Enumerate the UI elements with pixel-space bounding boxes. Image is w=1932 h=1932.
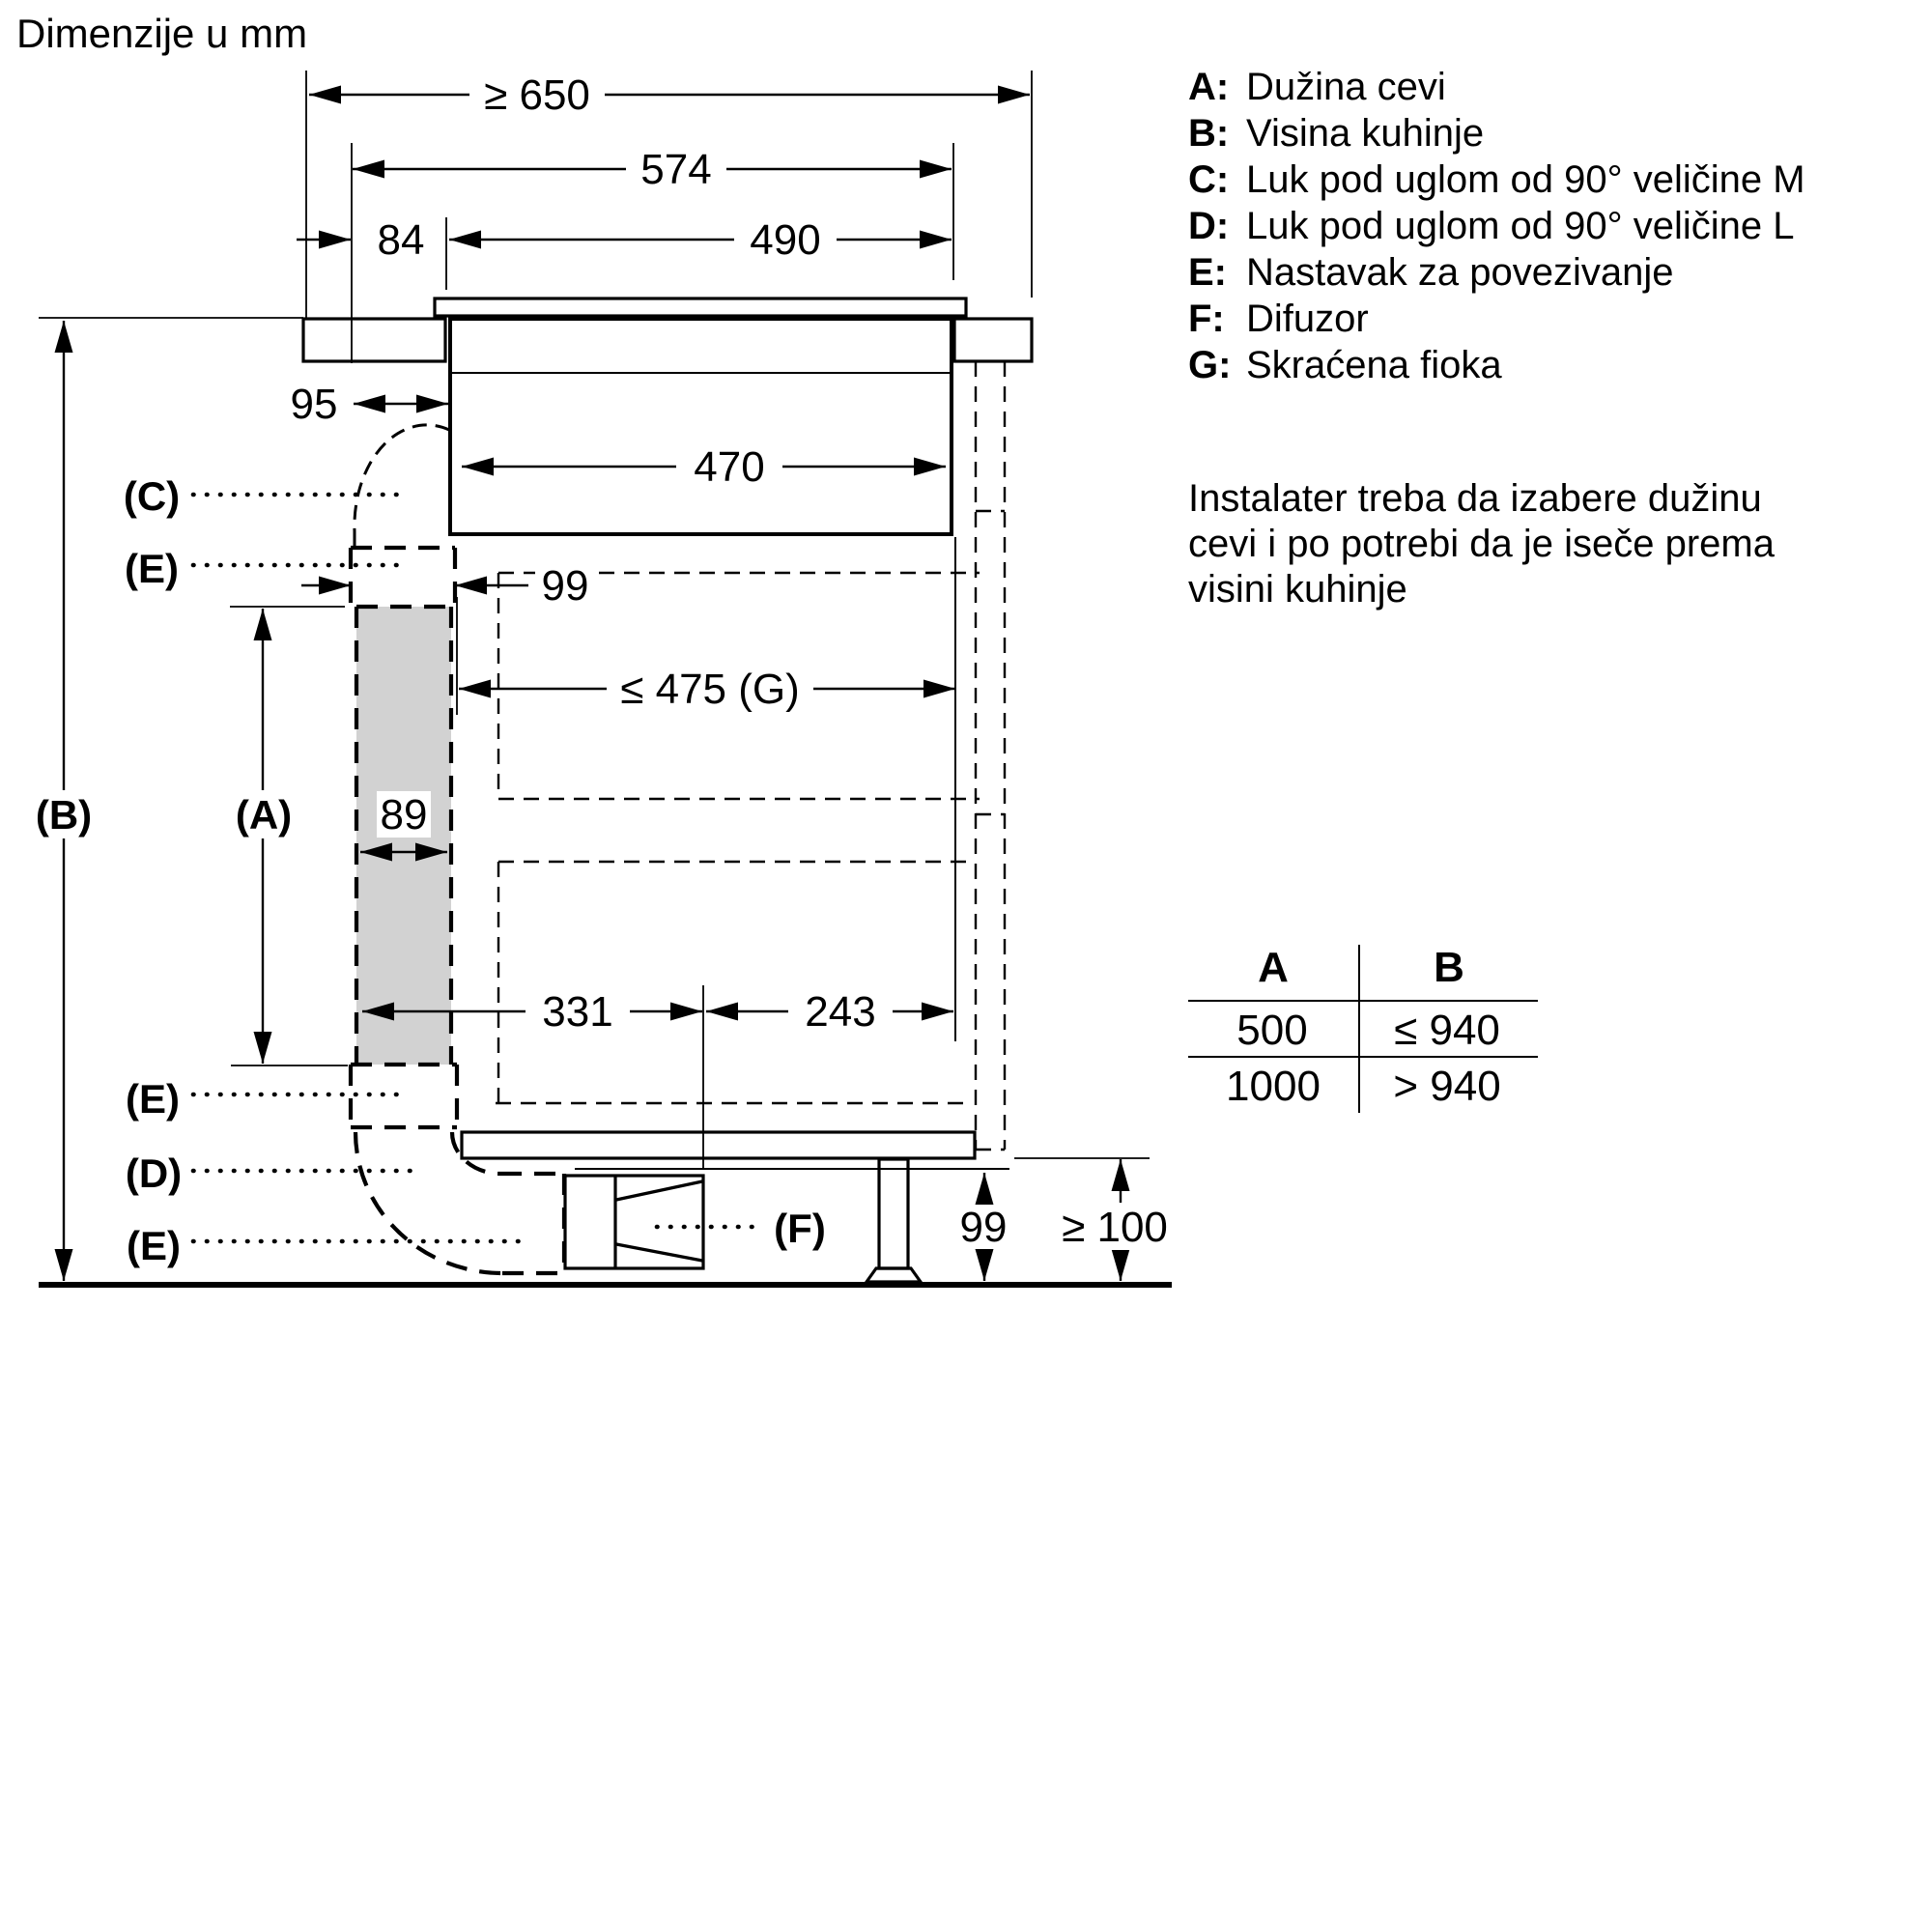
ab-table <box>1188 944 1538 1113</box>
dim-bottom-left-label: 331 <box>542 988 613 1036</box>
diffuser <box>565 1176 703 1268</box>
cabinet-foot <box>867 1159 921 1282</box>
dim-hob-width-label: 490 <box>750 216 821 264</box>
part-label-c: (C) <box>123 473 181 519</box>
part-label-f: (F) <box>774 1206 826 1251</box>
legend-key-a: A: <box>1188 66 1230 108</box>
note-line-2: cevi i po potrebi da je iseče prema <box>1188 523 1775 565</box>
table-cell-r1-b: ≤ 940 <box>1394 1007 1500 1054</box>
part-label-e-bottom: (E) <box>127 1223 181 1268</box>
legend-label-c: Luk pod uglom od 90° veličine M <box>1246 158 1805 201</box>
dim-duct-width-label: 89 <box>380 791 428 838</box>
legend-label-e: Nastavak za povezivanje <box>1246 251 1674 294</box>
note-line-3: visini kuhinje <box>1188 568 1407 611</box>
worktop-and-hob <box>303 298 1032 534</box>
table-header-b: B <box>1434 944 1464 991</box>
bend-d-inner-arc <box>452 1132 500 1174</box>
bend-c-arc <box>355 425 449 531</box>
part-label-e-middle: (E) <box>126 1076 180 1122</box>
legend-label-g: Skraćena fioka <box>1246 344 1502 386</box>
legend-label-d: Luk pod uglom od 90° veličine L <box>1246 205 1795 247</box>
dim-glass-width-label: 574 <box>640 146 712 193</box>
legend-label-b: Visina kuhinje <box>1246 112 1485 155</box>
table-cell-r2-b: > 940 <box>1393 1063 1501 1110</box>
legend-key-g: G: <box>1188 344 1232 386</box>
connector-e-upper <box>351 548 455 606</box>
worktop-left-hatch <box>303 319 445 361</box>
connector-e-lower <box>351 1065 457 1127</box>
dim-inner-width-label: 470 <box>694 443 765 491</box>
worktop-right-hatch <box>954 319 1032 361</box>
legend-key-f: F: <box>1188 298 1225 340</box>
installer-note <box>1188 477 1776 611</box>
legend-key-d: D: <box>1188 205 1230 247</box>
dim-offset-left-label: 84 <box>377 216 425 264</box>
bend-d-outer-arc <box>355 1132 502 1273</box>
dim-top-width-label: ≥ 650 <box>484 71 590 119</box>
legend-label-a: Dužina cevi <box>1246 66 1446 108</box>
part-callouts <box>124 473 826 1268</box>
part-label-b: (B) <box>35 792 93 838</box>
legend-key-e: E: <box>1188 251 1227 294</box>
page-title: Dimenzije u mm <box>16 11 308 56</box>
legend-key-c: C: <box>1188 158 1230 201</box>
dim-offset-95-label: 95 <box>290 381 338 428</box>
dim-drawer-label: ≤ 475 (G) <box>620 666 800 713</box>
dim-bottom-right-label: 243 <box>805 988 876 1036</box>
part-label-d: (D) <box>125 1151 183 1196</box>
dim-duct-outer-label: 99 <box>541 562 589 610</box>
dim-plinth-height-label: ≥ 100 <box>1062 1204 1168 1251</box>
part-label-e-upper: (E) <box>125 546 179 591</box>
table-cell-r2-a: 1000 <box>1226 1063 1321 1110</box>
cabinet-bottom-panel-hatch <box>462 1132 975 1158</box>
legend <box>1188 66 1805 386</box>
dim-diffuser-height-label: 99 <box>959 1204 1008 1251</box>
note-line-1: Instalater treba da izabere dužinu <box>1188 477 1762 520</box>
part-label-a: (A) <box>235 792 293 838</box>
table-cell-r1-a: 500 <box>1236 1007 1308 1054</box>
legend-label-f: Difuzor <box>1246 298 1369 340</box>
hob-body-box <box>450 319 952 534</box>
connector-e-horizontal <box>500 1174 564 1273</box>
table-header-a: A <box>1258 944 1289 991</box>
duct-system <box>39 425 1172 1285</box>
legend-key-b: B: <box>1188 112 1230 155</box>
hob-glass-panel <box>435 298 966 316</box>
